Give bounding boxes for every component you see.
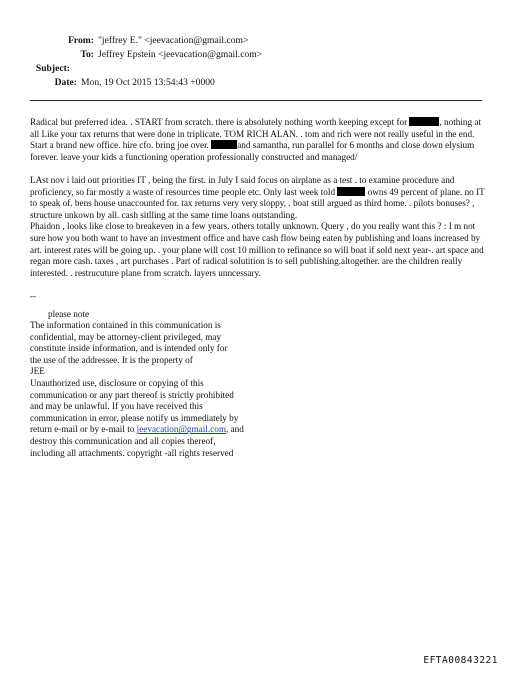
signature-line: communication in error, please notify us immediately by (30, 412, 239, 423)
to-value: Jeffrey Epstein <jeevacation@gmail.com> (98, 49, 263, 60)
signature-line: destroy this communication and all copies thereof, (30, 436, 216, 447)
email-header (30, 34, 262, 90)
to-label: To: (80, 49, 94, 60)
body-paragraph-2 (30, 175, 490, 279)
signature-line: including all attachments. copyright -all rights reserved (30, 447, 234, 458)
subject-label: Subject: (35, 63, 70, 74)
body-p1-part-b: , nothing at all Like your tax returns that were done in triplicate. TOM RICH ALAN. . tom and rich were not really useful in the end. Start a brand new office. hire cfo. bring joe over. (30, 117, 482, 151)
to-row (30, 48, 262, 62)
from-value: "jeffrey E." <jeevacation@gmail.com> (98, 35, 249, 46)
date-label: Date: (54, 77, 77, 88)
signature-line: confidential, may be attorney-client privileged, may (30, 331, 222, 342)
email-body (30, 117, 490, 459)
subject-row (30, 62, 262, 76)
signature-return-line (30, 424, 490, 436)
signature-line: JEE (30, 366, 45, 377)
signature-note-title: please note (48, 308, 90, 319)
email-link[interactable]: jeevacation@gmail.com (136, 424, 226, 435)
from-row (30, 34, 262, 48)
body-p1-part-c: and samantha, run parallel for 6 months and close down elysium forever. leave your kids a functioning operation professionally constructed and managed/ (30, 140, 475, 162)
signature-line: The information contained in this communication is (30, 320, 221, 331)
redaction-box (211, 140, 237, 149)
email-signature (30, 291, 490, 459)
signature-line: Unauthorized use, disclosure or copying of this (30, 378, 204, 389)
signature-separator: -- (30, 290, 37, 301)
return-prefix: return e-mail or by e-mail to (30, 424, 137, 435)
date-row (30, 76, 262, 90)
signature-line: and may be unlawful. If you have received this (30, 401, 203, 412)
body-p2-part-b: owns 49 percent of plane. no IT to speak of. bens house unaccounted for. tax returns very very sloppy, . boat still argued as third home. . pilots bonuses? , structure unkown by all. cash sitlling at the same time loans outstanding. (30, 186, 485, 220)
signature-line: the use of the addressee. It is the property of (30, 354, 193, 365)
body-paragraph-1 (30, 117, 490, 163)
redaction-box (337, 187, 365, 196)
redaction-box (409, 117, 439, 126)
signature-line: communication or any part thereof is strictly prohibited (30, 389, 234, 400)
date-value: Mon, 19 Oct 2015 13:54:43 +0000 (81, 77, 215, 88)
body-p1-part-a: Radical but preferred idea. . START from scratch. there is absolutely nothing worth keeping except for (30, 117, 408, 127)
return-suffix: , and (225, 424, 244, 435)
header-divider (30, 100, 482, 101)
from-label: From: (68, 35, 94, 46)
signature-line: constitute inside information, and is intended only for (30, 343, 228, 354)
document-id: EFTA00843221 (423, 655, 498, 666)
body-p2-part-a: LAst nov i laid out priorities IT , being the first. in July I said focus on airplane as a test . to examine procedure and proficiency, so far mostly a waste of resources time people etc. Only last week told (30, 174, 455, 197)
body-p2-part-c: Phaidon , looks like close to breakeven in a few years. others totally unknown. Query , do you really want this ? : I m not sure how you both want to have an investment office and have cash flow being eaten by publishing and loans increased by art. interest rates will be going up. . your plane will cost 10 million to refinance so will boat if sold next year-. art space and regan more cash. taxes , art purchases . Part of radical solutition is to sell publishing.altogether. are the children really interested. . restrucuture plane from scratch. layers unncessary. (30, 221, 484, 278)
